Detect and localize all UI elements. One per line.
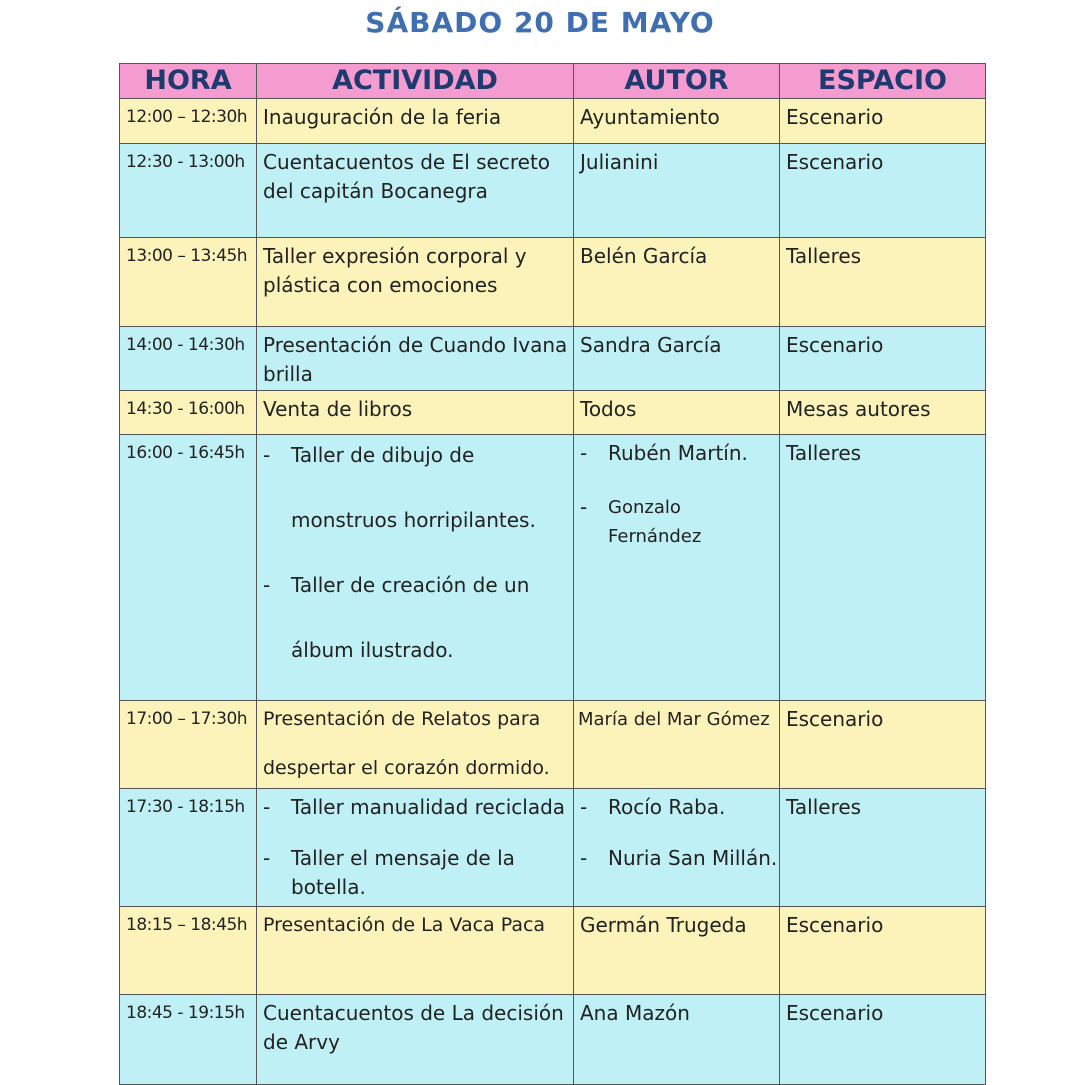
cell-hora: 14:00 - 14:30h (120, 327, 257, 391)
schedule-table (119, 63, 986, 1085)
author-line: Rubén Martín. (608, 441, 748, 465)
table-row (120, 907, 986, 995)
cell-actividad: Presentación de Cuando Ivana brilla (257, 327, 574, 391)
activity-line: álbum ilustrado. (291, 638, 454, 662)
cell-actividad (257, 789, 574, 907)
bullet-dash: - (580, 441, 588, 465)
cell-hora: 12:30 - 13:00h (120, 144, 257, 238)
list-item (580, 493, 779, 551)
list-item (263, 793, 573, 822)
cell-espacio: Escenario (780, 99, 986, 144)
header-hora: HORA (120, 64, 257, 99)
bullet-dash: - (263, 573, 271, 597)
cell-actividad: Taller expresión corporal y plástica con emociones (257, 238, 574, 327)
list-item (580, 439, 779, 468)
cell-espacio: Escenario (780, 144, 986, 238)
bullet-dash: - (263, 443, 271, 467)
activity-line: despertar el corazón dormido. (263, 757, 550, 779)
list-item (263, 569, 573, 602)
cell-hora: 14:30 - 16:00h (120, 391, 257, 435)
activity-line: Presentación de Relatos para (263, 708, 541, 730)
cell-hora: 17:30 - 18:15h (120, 789, 257, 907)
bullet-dash: - (263, 795, 271, 819)
cell-espacio: Talleres (780, 238, 986, 327)
page-title: SÁBADO 20 DE MAYO (365, 6, 715, 39)
list-item (263, 439, 573, 472)
cell-actividad: Venta de libros (257, 391, 574, 435)
cell-espacio: Talleres (780, 789, 986, 907)
bullet-dash: - (580, 846, 588, 870)
cell-autor: María del Mar Gómez (574, 701, 780, 789)
cell-autor: Belén García (574, 238, 780, 327)
cell-espacio: Escenario (780, 907, 986, 995)
header-autor: AUTOR (574, 64, 780, 99)
activity-line: Taller el mensaje de la botella. (291, 846, 515, 899)
cell-actividad (257, 701, 574, 789)
cell-autor (574, 435, 780, 701)
cell-espacio: Talleres (780, 435, 986, 701)
table-row (120, 995, 986, 1085)
cell-espacio: Escenario (780, 327, 986, 391)
table-row (120, 327, 986, 391)
cell-espacio: Mesas autores (780, 391, 986, 435)
cell-autor: Germán Trugeda (574, 907, 780, 995)
table-row (120, 238, 986, 327)
bullet-dash: - (263, 846, 271, 870)
header-row (120, 64, 986, 99)
table-row (120, 99, 986, 144)
cell-hora: 16:00 - 16:45h (120, 435, 257, 701)
list-item (263, 844, 573, 902)
table-row (120, 701, 986, 789)
header-espacio: ESPACIO (780, 64, 986, 99)
activity-line: Taller de creación de un (291, 573, 530, 597)
cell-actividad: Presentación de La Vaca Paca (257, 907, 574, 995)
cell-hora: 17:00 – 17:30h (120, 701, 257, 789)
author-line: Gonzalo Fernández (608, 497, 702, 547)
header-actividad: ACTIVIDAD (257, 64, 574, 99)
cell-hora: 12:00 – 12:30h (120, 99, 257, 144)
cell-actividad (257, 435, 574, 701)
cell-espacio: Escenario (780, 701, 986, 789)
cell-hora: 18:15 – 18:45h (120, 907, 257, 995)
cell-hora: 18:45 - 19:15h (120, 995, 257, 1085)
author-line: Rocío Raba. (608, 795, 726, 819)
cell-autor: Ayuntamiento (574, 99, 780, 144)
cell-autor: Sandra García (574, 327, 780, 391)
bullet-dash: - (580, 495, 588, 519)
list-item (580, 844, 779, 873)
table-row (120, 391, 986, 435)
list-item (580, 793, 779, 822)
cell-autor (574, 789, 780, 907)
cell-actividad: Cuentacuentos de El secreto del capitán Bocanegra (257, 144, 574, 238)
author-line: Nuria San Millán. (608, 846, 778, 870)
cell-autor: Julianini (574, 144, 780, 238)
activity-line: Taller manualidad reciclada (291, 795, 566, 819)
table-row (120, 789, 986, 907)
activity-line: monstruos horripilantes. (291, 508, 536, 532)
cell-actividad: Inauguración de la feria (257, 99, 574, 144)
cell-hora: 13:00 – 13:45h (120, 238, 257, 327)
cell-autor: Todos (574, 391, 780, 435)
table-row (120, 435, 986, 701)
cell-actividad: Cuentacuentos de La decisión de Arvy (257, 995, 574, 1085)
bullet-dash: - (580, 795, 588, 819)
table-row (120, 144, 986, 238)
cell-espacio: Escenario (780, 995, 986, 1085)
activity-line: Taller de dibujo de (291, 443, 475, 467)
cell-autor: Ana Mazón (574, 995, 780, 1085)
